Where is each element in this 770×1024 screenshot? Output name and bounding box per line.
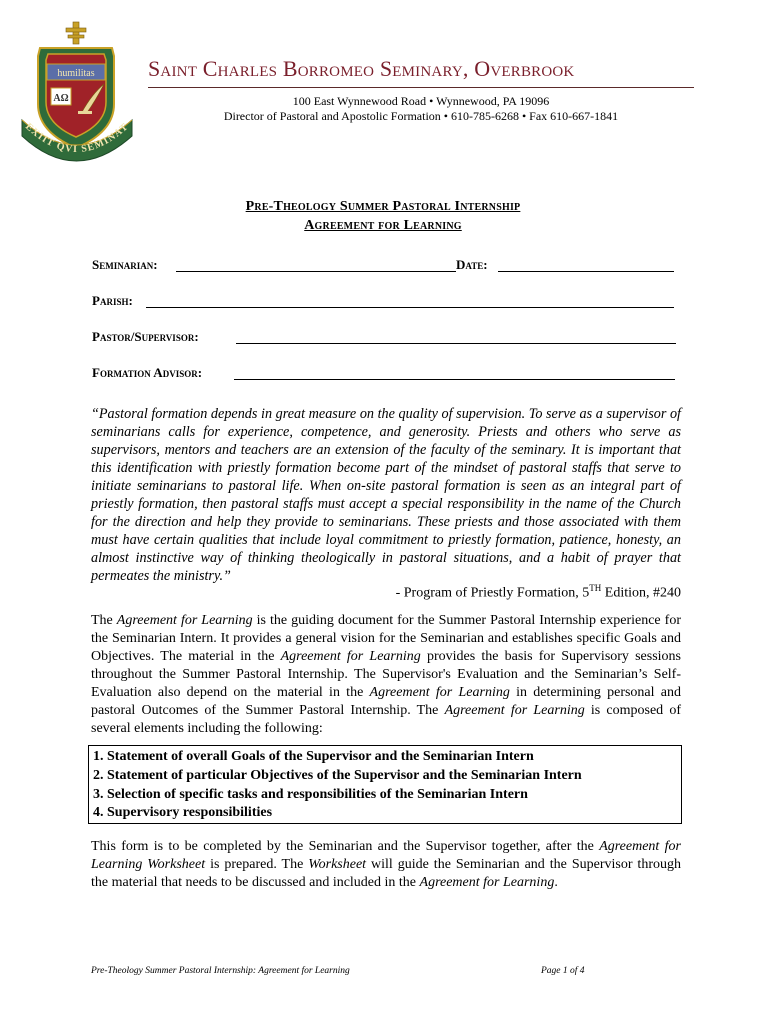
text-run-italic: Agreement for Learning [116,613,253,628]
header-divider [148,87,694,88]
text-run-italic: Agreement for Learning [444,703,585,718]
seminary-seal-logo [18,20,136,178]
text-run: is composed of several elements including the following: [91,703,682,736]
list-item: 4. Supervisory responsibilities [93,805,273,820]
form-title-line-2: Agreement for Learning [304,218,462,233]
pastor-supervisor-label: Pastor/Supervisor: [92,329,199,344]
text-run: is prepared. The [205,857,309,872]
completion-paragraph [91,838,681,892]
address-line: 100 East Wynnewood Road • Wynnewood, PA 19096 [292,94,550,108]
formation-advisor-input-line[interactable] [234,379,675,380]
footer-document-title: Pre-Theology Summer Pastoral Internship: Agreement for Learning [91,966,350,976]
contact-line: Director of Pastoral and Apostolic Formation • 610-785-6268 • Fax 610-667-1841 [223,109,619,123]
parish-label: Parish: [92,293,133,308]
citation-text: - Program of Priestly Formation, 5 [395,585,590,601]
text-run: This form is to be completed by the Seminarian and the Supervisor together, after the [91,839,600,854]
text-run-italic: Worksheet [308,857,367,872]
text-run: is the guiding document for the Summer Pastoral Internship experience for the Seminarian Intern. It provides a general vision for the Seminarian and establishes specific Goals and Objectives. The material in the [91,613,681,664]
pastor-supervisor-input-line[interactable] [236,343,676,344]
intro-paragraph [91,612,681,738]
text-run-italic: Agreement for Learning [369,685,510,700]
seminarian-input-line[interactable] [176,271,456,272]
text-run: The [91,613,117,628]
date-input-line[interactable] [498,271,674,272]
formation-advisor-label: Formation Advisor: [92,365,203,380]
text-run: in determining personal and pastoral Outcomes of the Summer Pastoral Internship. The [91,685,681,718]
parish-input-line[interactable] [146,307,674,308]
text-run: will guide the Seminarian and the Supervisor through the material that needs to be discussed and included in the [91,857,681,890]
elements-list-box [88,745,682,824]
text-run: provides the basis for Supervisory sessions throughout the Summer Pastoral Internship. The Supervisor's Evaluation and the Seminarian’s Self-Evaluation also depend on the material in the [91,649,681,700]
footer-page-number: Page 1 of 4 [541,966,585,976]
quote-citation [360,583,681,602]
citation-superscript: TH [589,583,602,593]
ppf-quote: “Pastoral formation depends in great measure on the quality of supervision. To serve as a supervisor of seminarians calls for experience, competence, and generosity. Priests and others who serve as supervisors, mentors and teachers are an extension of the faculty of the seminary. It is important that this identification with priestly formation become part of the mindset of pastoral staffs that serve to initiate seminarians to pastoral life. When on-site pastoral formation is seen as an integral part of priestly formation, then pastoral staffs must accept a special responsibility in the name of the Church for the direction and help they provide to seminarians. These priests and those associated with them must have certain qualities that include loyal commitment to priestly formation, patience, honesty, an almost instinctive way of thinking theologically in pastoral situations, and a habit of prayer that permeates the ministry.” [91,406,681,584]
list-item: 1. Statement of overall Goals of the Supervisor and the Seminarian Intern [93,749,534,764]
list-item: 2. Statement of particular Objectives of the Supervisor and the Seminarian Intern [93,768,582,783]
seminary-title: Saint Charles Borromeo Seminary, Overbrook [148,56,575,81]
seminarian-label: Seminarian: [92,257,158,272]
text-run: . [554,875,558,890]
seal-alpha-omega-text: AΩ [53,93,69,104]
form-title-line-1: Pre-Theology Summer Pastoral Internship [245,199,521,214]
text-run-italic: Agreement for Learning [419,875,555,890]
text-run-italic: Agreement for Learning [280,649,421,664]
seal-motto-text: humilitas [57,68,95,79]
text-run-italic: Agreement for Learning Worksheet [91,839,681,872]
seminarian-field-row [92,257,158,273]
seal-ribbon-text: EXIIT QVI SEMINAT [22,121,131,156]
citation-edition: Edition, #240 [601,585,681,601]
list-item: 3. Selection of specific tasks and responsibilities of the Seminarian Intern [93,787,528,802]
date-label: Date: [456,257,488,272]
